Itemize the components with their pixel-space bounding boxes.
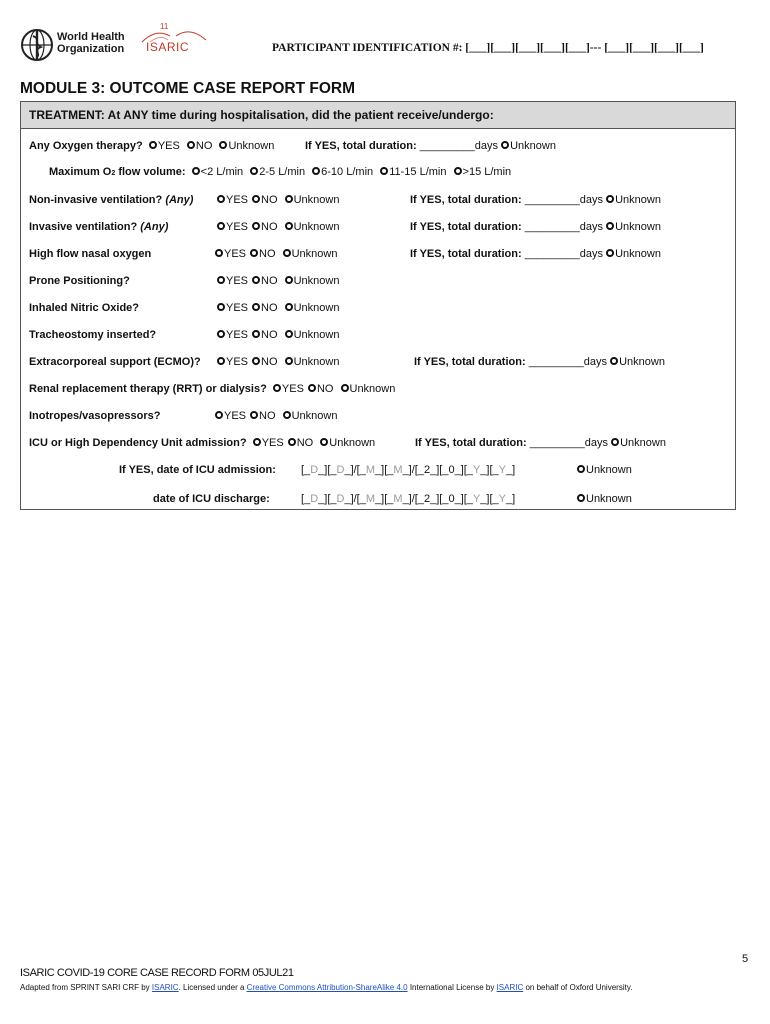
yes-radio[interactable] [273, 384, 281, 392]
inotropes-options: YES NO Unknown [215, 410, 337, 423]
footer-license-note: Adapted from SPRINT SARI CRF by ISARIC. Licensed under a Creative Commons Attribution-ShareAlike 4.0 International License by ISARIC on behalf of Oxford University. [20, 983, 633, 992]
no-radio[interactable] [252, 357, 260, 365]
yes-radio[interactable] [149, 141, 157, 149]
duration-field[interactable]: _________ [524, 221, 580, 233]
isaric-link[interactable]: ISARIC [151, 983, 179, 992]
hfno-row: High flow nasal oxygen [29, 248, 152, 260]
who-wordmark: World Health Organization [57, 31, 125, 55]
participant-id-field[interactable]: PARTICIPANT IDENTIFICATION #: [___][___][___][___][___]--- [___][___][___][___] [272, 42, 704, 54]
hfno-duration: If YES, total duration: _________days Unknown [410, 248, 661, 260]
unknown-radio[interactable] [577, 494, 585, 502]
unknown-radio[interactable] [577, 465, 585, 473]
tracheostomy-options: YES NO Unknown [217, 329, 339, 342]
rrt-row: Renal replacement therapy (RRT) or dialysis? YES NO Unknown [29, 383, 396, 395]
invasive-row: Invasive ventilation? (Any) [29, 221, 169, 233]
unknown-radio[interactable] [606, 222, 614, 230]
unknown-radio[interactable] [283, 249, 291, 257]
duration-field[interactable]: _________ [524, 248, 580, 260]
ecmo-options: YES NO Unknown [217, 356, 339, 369]
unknown-radio[interactable] [285, 222, 293, 230]
prone-row: Prone Positioning? [29, 275, 130, 287]
niv-options: YES NO Unknown [217, 194, 339, 207]
unknown-radio[interactable] [606, 195, 614, 203]
flow-gt15-radio[interactable] [454, 167, 462, 175]
page-number: 5 [742, 953, 749, 965]
yes-radio[interactable] [217, 222, 225, 230]
ecmo-row: Extracorporeal support (ECMO)? [29, 356, 201, 368]
unknown-radio[interactable] [320, 438, 328, 446]
unknown-radio[interactable] [341, 384, 349, 392]
section-header: TREATMENT: At ANY time during hospitalisation, did the patient receive/undergo: [21, 102, 735, 129]
no-radio[interactable] [252, 195, 260, 203]
yes-radio[interactable] [215, 249, 223, 257]
unknown-radio[interactable] [285, 330, 293, 338]
hfno-options: YES NO Unknown [215, 248, 337, 261]
invasive-options: YES NO Unknown [217, 221, 339, 234]
no-radio[interactable] [252, 330, 260, 338]
icu-discharge-date-field[interactable]: [_D_][_D_]/[_M_][_M_]/[_2_][_0_][_Y_][_Y_] [301, 493, 516, 505]
icu-discharge-unknown: Unknown [577, 493, 632, 506]
invasive-duration: If YES, total duration: _________days Unknown [410, 221, 661, 233]
no-radio[interactable] [187, 141, 195, 149]
duration-field[interactable]: _________ [529, 437, 585, 449]
duration-field[interactable]: _________ [528, 356, 584, 368]
yes-radio[interactable] [253, 438, 261, 446]
yes-radio[interactable] [215, 411, 223, 419]
page-header [0, 0, 770, 80]
icu-duration: If YES, total duration: _________days Unknown [415, 437, 666, 449]
flow-lt2-radio[interactable] [192, 167, 200, 175]
license-link[interactable]: Creative Commons Attribution-ShareAlike 4.0 [246, 983, 408, 992]
no-radio[interactable] [252, 276, 260, 284]
oxygen-therapy-row: Any Oxygen therapy? YES NO Unknown [29, 140, 275, 152]
tracheostomy-row: Tracheostomy inserted? [29, 329, 157, 341]
unknown-radio[interactable] [610, 357, 618, 365]
flow-11-15-radio[interactable] [380, 167, 388, 175]
unknown-radio[interactable] [283, 411, 291, 419]
isaric-link[interactable]: ISARIC [496, 983, 524, 992]
unknown-radio[interactable] [606, 249, 614, 257]
nitric-oxide-options: YES NO Unknown [217, 302, 339, 315]
yes-radio[interactable] [217, 330, 225, 338]
no-radio[interactable] [252, 222, 260, 230]
yes-radio[interactable] [217, 357, 225, 365]
icu-admission-date-field[interactable]: [_D_][_D_]/[_M_][_M_]/[_2_][_0_][_Y_][_Y_] [301, 464, 516, 476]
isaric-logo: 11 ISARIC [136, 22, 216, 64]
no-radio[interactable] [250, 249, 258, 257]
duration-field[interactable]: _________ [419, 140, 475, 152]
unknown-radio[interactable] [285, 195, 293, 203]
inotropes-row: Inotropes/vasopressors? [29, 410, 161, 422]
treatment-form [20, 101, 736, 510]
oxygen-duration: If YES, total duration: _________days Unknown [305, 140, 556, 152]
no-radio[interactable] [252, 303, 260, 311]
niv-row: Non-invasive ventilation? (Any) [29, 194, 194, 206]
unknown-radio[interactable] [501, 141, 509, 149]
no-radio[interactable] [288, 438, 296, 446]
unknown-radio[interactable] [219, 141, 227, 149]
who-logo [20, 28, 135, 62]
yes-radio[interactable] [217, 303, 225, 311]
duration-field[interactable]: _________ [524, 194, 580, 206]
icu-admission-label: If YES, date of ICU admission: [119, 464, 276, 476]
flow-2-5-radio[interactable] [250, 167, 258, 175]
footer-title: ISARIC COVID-19 CORE CASE RECORD FORM 05JUL21 [20, 967, 294, 979]
flow-6-10-radio[interactable] [312, 167, 320, 175]
ecmo-duration: If YES, total duration: _________days Unknown [414, 356, 665, 368]
icu-admission-unknown: Unknown [577, 464, 632, 477]
no-radio[interactable] [308, 384, 316, 392]
o2-flow-row: Maximum O2 flow volume: <2 L/min 2-5 L/min 6-10 L/min 11-15 L/min >15 L/min [49, 166, 512, 178]
no-radio[interactable] [250, 411, 258, 419]
prone-options: YES NO Unknown [217, 275, 339, 288]
unknown-radio[interactable] [285, 303, 293, 311]
unknown-radio[interactable] [611, 438, 619, 446]
yes-radio[interactable] [217, 195, 225, 203]
icu-row: ICU or High Dependency Unit admission? YES NO Unknown [29, 437, 376, 449]
yes-radio[interactable] [217, 276, 225, 284]
unknown-radio[interactable] [285, 357, 293, 365]
unknown-radio[interactable] [285, 276, 293, 284]
icu-discharge-label: date of ICU discharge: [153, 493, 270, 505]
who-emblem-icon [20, 28, 54, 62]
nitric-oxide-row: Inhaled Nitric Oxide? [29, 302, 140, 314]
module-title: MODULE 3: OUTCOME CASE REPORT FORM [20, 80, 355, 97]
niv-duration: If YES, total duration: _________days Unknown [410, 194, 661, 206]
